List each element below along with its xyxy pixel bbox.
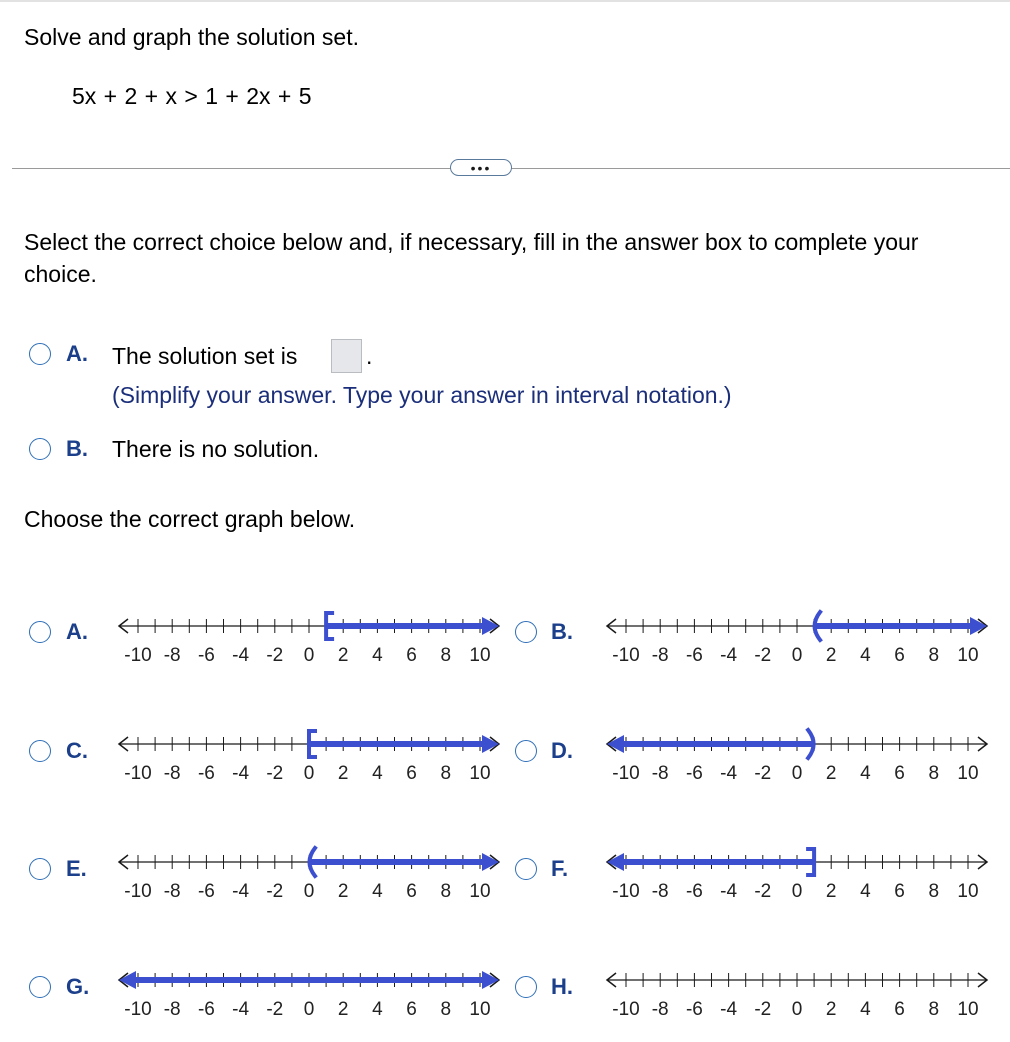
graph-b-tick-label: -2 bbox=[754, 645, 772, 666]
graph-d-tick-label: 10 bbox=[957, 763, 979, 784]
graph-e-tick-label: -8 bbox=[163, 881, 181, 902]
graph-g-tick-label: 8 bbox=[440, 999, 452, 1020]
graph-g-tick-label: -10 bbox=[124, 999, 152, 1020]
graph-h-tick-label: 10 bbox=[957, 999, 979, 1020]
graph-f-letter: F. bbox=[551, 856, 569, 881]
graph-f-tick-label: 4 bbox=[860, 881, 871, 902]
graph-d-tick-label: -4 bbox=[720, 763, 738, 784]
graph-e-tick-label: -2 bbox=[266, 881, 284, 902]
graph-c-letter: C. bbox=[66, 738, 88, 763]
graph-h-tick-label: -4 bbox=[720, 999, 738, 1020]
graph-f-number-line bbox=[588, 836, 993, 906]
graph-a-tick-label: -2 bbox=[266, 645, 284, 666]
graph-c-tick-label: 6 bbox=[406, 763, 417, 784]
graph-e-tick-label: -10 bbox=[124, 881, 152, 902]
graph-d-radio[interactable] bbox=[515, 740, 537, 762]
graph-b-tick-label: 4 bbox=[860, 645, 871, 666]
graph-a-tick-label: 2 bbox=[337, 645, 349, 666]
graph-h-tick-label: -2 bbox=[754, 999, 772, 1020]
graph-c-tick-label: 2 bbox=[337, 763, 349, 784]
graph-a-tick-label: 4 bbox=[372, 645, 383, 666]
graph-f-tick-label: -10 bbox=[612, 881, 640, 902]
graph-e-number-line bbox=[100, 836, 500, 906]
solution-set-answer-box[interactable] bbox=[331, 339, 362, 373]
graph-d-tick-label: -2 bbox=[754, 763, 772, 784]
graph-a-tick-label: 6 bbox=[406, 645, 417, 666]
graph-a-tick-label: 8 bbox=[440, 645, 452, 666]
graph-d-number-line bbox=[588, 718, 993, 788]
graph-e-tick-label: 4 bbox=[372, 881, 383, 902]
graph-b-number-line bbox=[588, 600, 993, 670]
graph-g-tick-label: -4 bbox=[232, 999, 250, 1020]
graph-a-number-line bbox=[100, 600, 500, 670]
graph-b-tick-label: -4 bbox=[720, 645, 738, 666]
graph-g-tick-label: 0 bbox=[303, 999, 315, 1020]
graph-e-tick-label: 6 bbox=[406, 881, 417, 902]
graph-b-tick-label: -8 bbox=[651, 645, 669, 666]
graph-a-letter: A. bbox=[66, 619, 88, 644]
graph-f-tick-label: 2 bbox=[825, 881, 837, 902]
graph-f-tick-label: 8 bbox=[928, 881, 940, 902]
graph-b-tick-label: 8 bbox=[928, 645, 940, 666]
graph-c-tick-label: -4 bbox=[232, 763, 250, 784]
graph-b-tick-label: 0 bbox=[791, 645, 803, 666]
graph-b-tick-label: -10 bbox=[612, 645, 640, 666]
question-prompt: Solve and graph the solution set. bbox=[24, 24, 360, 50]
graph-c-tick-label: 0 bbox=[303, 763, 315, 784]
graph-b-tick-label: 2 bbox=[825, 645, 837, 666]
choice-b-letter: B. bbox=[66, 436, 88, 461]
choice-b-radio[interactable] bbox=[29, 438, 51, 460]
graph-c-tick-label: -10 bbox=[124, 763, 152, 784]
graph-d-tick-label: -6 bbox=[685, 763, 703, 784]
graph-f-tick-label: -4 bbox=[720, 881, 738, 902]
choice-a-letter: A. bbox=[66, 341, 88, 366]
graph-h-tick-label: -6 bbox=[685, 999, 703, 1020]
part1-instructions: Select the correct choice below and, if necessary, fill in the answer box to complete your choice. bbox=[24, 229, 919, 287]
graph-g-number-line bbox=[100, 954, 500, 1024]
expand-more-button[interactable]: ••• bbox=[450, 159, 512, 176]
graph-e-tick-label: -6 bbox=[197, 881, 215, 902]
graph-d-tick-label: 0 bbox=[791, 763, 803, 784]
graph-a-tick-label: -10 bbox=[124, 645, 152, 666]
graph-d-tick-label: 8 bbox=[928, 763, 940, 784]
graph-b-letter: B. bbox=[551, 619, 573, 644]
graph-d-tick-label: -8 bbox=[651, 763, 669, 784]
graph-c-tick-label: 8 bbox=[440, 763, 452, 784]
graph-e-tick-label: 10 bbox=[469, 881, 491, 902]
graph-c-number-line bbox=[100, 718, 500, 788]
graph-d-tick-label: 4 bbox=[860, 763, 871, 784]
graph-c-radio[interactable] bbox=[29, 740, 51, 762]
inequality-equation: 5x + 2 + x > 1 + 2x + 5 bbox=[72, 83, 312, 109]
graph-g-tick-label: 2 bbox=[337, 999, 349, 1020]
graph-f-radio[interactable] bbox=[515, 858, 537, 880]
graph-e-letter: E. bbox=[66, 856, 87, 881]
graph-b-tick-label: 10 bbox=[957, 645, 979, 666]
graph-f-tick-label: -8 bbox=[651, 881, 669, 902]
graph-f-tick-label: -2 bbox=[754, 881, 772, 902]
graph-h-tick-label: 6 bbox=[894, 999, 905, 1020]
graph-h-letter: H. bbox=[551, 974, 573, 999]
graph-h-tick-label: -8 bbox=[651, 999, 669, 1020]
graph-a-tick-label: 0 bbox=[303, 645, 315, 666]
graph-g-tick-label: 4 bbox=[372, 999, 383, 1020]
graph-g-tick-label: 6 bbox=[406, 999, 417, 1020]
graph-g-tick-label: -6 bbox=[197, 999, 215, 1020]
graph-h-tick-label: -10 bbox=[612, 999, 640, 1020]
graph-c-tick-label: -6 bbox=[197, 763, 215, 784]
graph-c-tick-label: 4 bbox=[372, 763, 383, 784]
choice-a-hint: (Simplify your answer. Type your answer in interval notation.) bbox=[112, 382, 732, 408]
graph-b-radio[interactable] bbox=[515, 621, 537, 643]
graph-e-tick-label: 8 bbox=[440, 881, 452, 902]
graph-f-tick-label: 6 bbox=[894, 881, 905, 902]
graph-g-radio[interactable] bbox=[29, 976, 51, 998]
graph-b-tick-label: 6 bbox=[894, 645, 905, 666]
graph-a-radio[interactable] bbox=[29, 621, 51, 643]
graph-f-tick-label: 0 bbox=[791, 881, 803, 902]
graph-g-tick-label: -8 bbox=[163, 999, 181, 1020]
graph-f-tick-label: -6 bbox=[685, 881, 703, 902]
graph-h-radio[interactable] bbox=[515, 976, 537, 998]
graph-e-radio[interactable] bbox=[29, 858, 51, 880]
graph-d-letter: D. bbox=[551, 738, 573, 763]
graph-a-tick-label: -8 bbox=[163, 645, 181, 666]
graph-e-tick-label: 0 bbox=[303, 881, 315, 902]
graph-g-tick-label: -2 bbox=[266, 999, 284, 1020]
graph-h-tick-label: 0 bbox=[791, 999, 803, 1020]
graph-d-tick-label: -10 bbox=[612, 763, 640, 784]
graph-h-tick-label: 8 bbox=[928, 999, 940, 1020]
graph-c-tick-label: 10 bbox=[469, 763, 491, 784]
top-border bbox=[0, 0, 1010, 2]
graph-c-tick-label: -8 bbox=[163, 763, 181, 784]
graph-f-tick-label: 10 bbox=[957, 881, 979, 902]
graph-h-tick-label: 4 bbox=[860, 999, 871, 1020]
choice-a-period: . bbox=[366, 343, 373, 369]
choice-a-text: The solution set is bbox=[112, 343, 298, 369]
graph-b-tick-label: -6 bbox=[685, 645, 703, 666]
choice-b-text: There is no solution. bbox=[112, 436, 320, 462]
graph-a-tick-label: -6 bbox=[197, 645, 215, 666]
graph-a-tick-label: 10 bbox=[469, 645, 491, 666]
graph-a-tick-label: -4 bbox=[232, 645, 250, 666]
graph-g-letter: G. bbox=[66, 974, 90, 999]
graph-d-tick-label: 6 bbox=[894, 763, 905, 784]
graph-c-tick-label: -2 bbox=[266, 763, 284, 784]
graph-g-tick-label: 10 bbox=[469, 999, 491, 1020]
graph-h-tick-label: 2 bbox=[825, 999, 837, 1020]
graph-h-number-line bbox=[588, 954, 993, 1024]
choice-a-radio[interactable] bbox=[29, 343, 51, 365]
graph-e-tick-label: -4 bbox=[232, 881, 250, 902]
graph-e-tick-label: 2 bbox=[337, 881, 349, 902]
part2-prompt: Choose the correct graph below. bbox=[24, 506, 356, 532]
graph-d-tick-label: 2 bbox=[825, 763, 837, 784]
